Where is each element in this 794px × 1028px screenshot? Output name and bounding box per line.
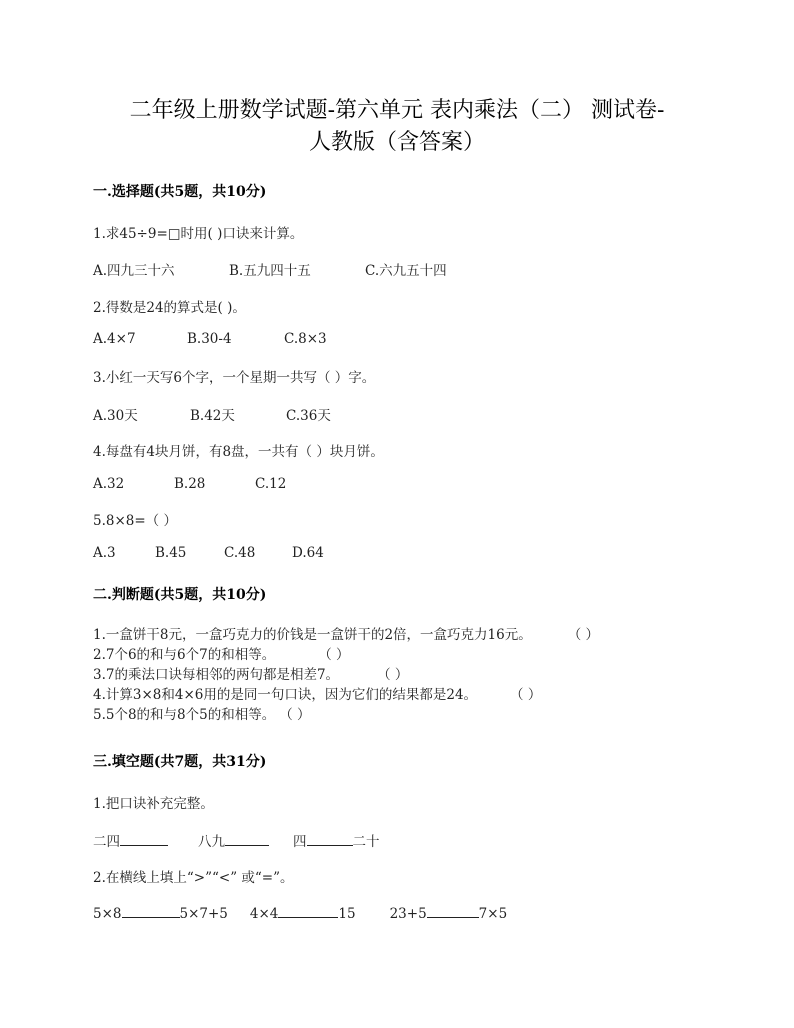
answer-blank[interactable] — [278, 903, 338, 918]
fill-q2-stem: 2.在横线上填上“>”“<” 或“=”。 — [93, 870, 294, 886]
option-b: B.42天 — [190, 408, 235, 424]
option-c: C.12 — [255, 476, 287, 492]
expression-right: 7×5 — [478, 906, 508, 922]
judge-item-3 — [93, 665, 599, 685]
choice-q1-stem: 1.求45÷9=□时用( )口诀来计算。 — [93, 226, 304, 242]
fill-q1-stem: 1.把口诀补充完整。 — [93, 796, 214, 812]
answer-paren: （ ） — [279, 707, 311, 723]
answer-paren: （ ） — [510, 687, 542, 703]
judge-item-text: 1.一盒饼干8元，一盒巧克力的价钱是一盒饼干的2倍，一盒巧克力16元。 — [93, 627, 532, 643]
answer-blank[interactable] — [225, 831, 269, 846]
choice-q3-options — [93, 404, 331, 424]
answer-blank[interactable] — [427, 903, 479, 918]
expression-right: 15 — [338, 906, 356, 922]
expression-left: 23+5 — [389, 906, 427, 922]
choice-q5-options — [93, 545, 324, 561]
phrase-start: 八九 — [198, 834, 225, 850]
answer-paren: （ ） — [377, 667, 409, 683]
judge-item-4 — [93, 685, 599, 705]
choice-q2-options — [93, 331, 327, 347]
section-heading-choice: 一.选择题(共5题，共10分) — [93, 184, 267, 200]
phrase-start: 二四 — [93, 834, 120, 850]
option-a: A.4×7 — [93, 331, 136, 347]
answer-blank[interactable] — [307, 831, 353, 846]
section-heading-fill: 三.填空题(共7题，共31分) — [93, 754, 267, 770]
judge-item-1 — [93, 625, 599, 645]
expression-right: 5×7+5 — [179, 906, 228, 922]
option-a: A.30天 — [93, 408, 138, 424]
option-a: A.32 — [93, 476, 125, 492]
judge-item-text: 4.计算3×8和4×6用的是同一句口诀，因为它们的结果都是24。 — [93, 687, 478, 703]
option-a: A.3 — [93, 545, 116, 561]
option-b: B.30-4 — [187, 331, 232, 347]
answer-blank[interactable] — [120, 831, 168, 846]
option-b: B.28 — [174, 476, 206, 492]
expression-left: 4×4 — [249, 906, 279, 922]
answer-blank[interactable] — [122, 903, 180, 918]
doc-title-line-2: 人教版（含答案） — [308, 130, 485, 155]
judge-item-text: 3.7的乘法口诀每相邻的两句都是相差7。 — [93, 667, 340, 683]
judge-list — [93, 625, 599, 725]
phrase-start: 四 — [293, 834, 307, 850]
answer-paren: （ ） — [567, 627, 600, 643]
choice-q4-stem: 4.每盘有4块月饼，有8盘，一共有（ ）块月饼。 — [93, 444, 384, 460]
option-d: D.64 — [292, 545, 324, 561]
option-b: B.五九四十五 — [229, 263, 311, 279]
option-b: B.45 — [155, 545, 187, 561]
judge-item-text: 2.7个6的和与6个7的和相等。 — [93, 647, 276, 663]
choice-q4-options — [93, 476, 286, 492]
judge-item-text: 5.5个8的和与8个5的和相等。 — [93, 707, 276, 723]
choice-q2-stem: 2.得数是24的算式是( )。 — [93, 300, 246, 316]
fill-q1-blanks — [93, 830, 380, 850]
phrase-end: 二十 — [352, 834, 380, 850]
doc-title-line-1: 二年级上册数学试题-第六单元 表内乘法（二） 测试卷- — [129, 98, 665, 123]
expression-left: 5×8 — [93, 906, 122, 922]
judge-item-5 — [93, 705, 599, 725]
option-a: A.四九三十六 — [93, 263, 175, 279]
section-heading-judge: 二.判断题(共5题，共10分) — [93, 587, 267, 603]
choice-q3-stem: 3.小红一天写6个字，一个星期一共写（ ）字。 — [93, 370, 376, 386]
option-c: C.48 — [224, 545, 256, 561]
choice-q1-options — [93, 259, 447, 279]
choice-q5-stem: 5.8×8=（ ） — [93, 513, 177, 529]
answer-paren: （ ） — [318, 647, 350, 663]
option-c: C.36天 — [286, 408, 331, 424]
judge-item-2 — [93, 645, 599, 665]
fill-q2-blanks — [93, 903, 507, 922]
option-c: C.六九五十四 — [365, 263, 447, 279]
option-c: C.8×3 — [284, 331, 327, 347]
